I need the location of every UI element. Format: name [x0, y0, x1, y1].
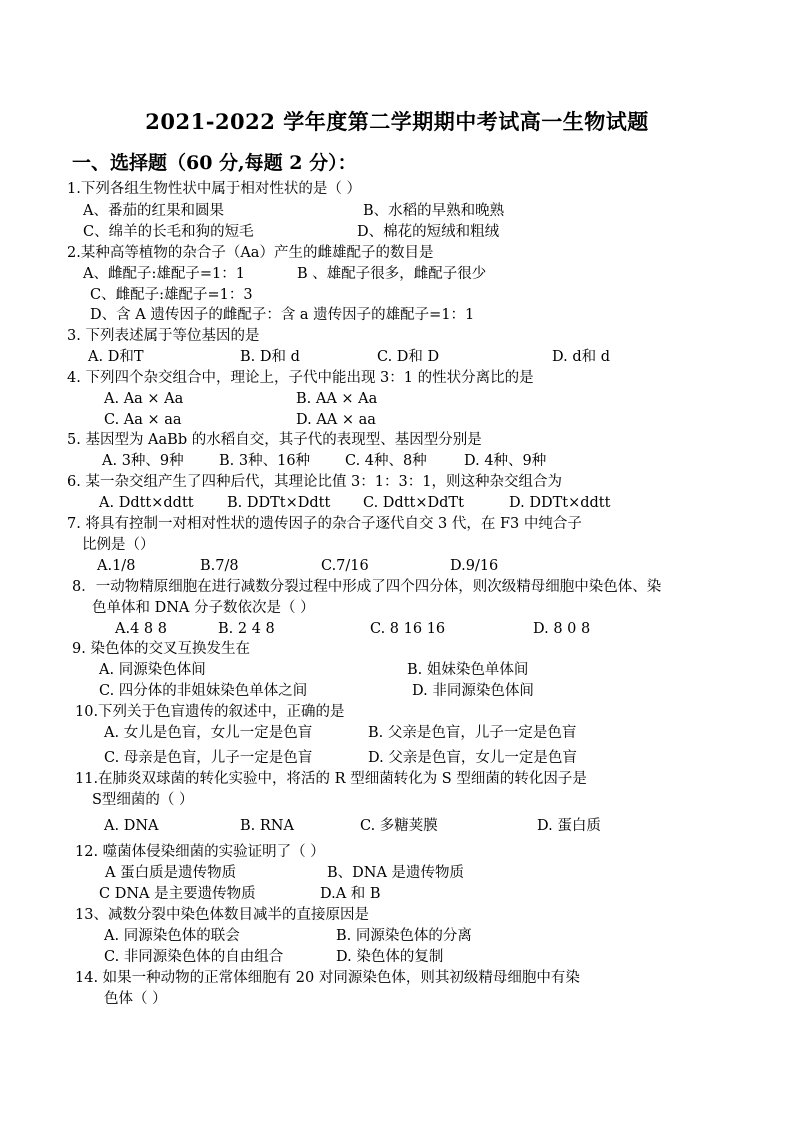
question-8-option-b: B. 2 4 8: [218, 621, 275, 637]
question-11-option-c: C. 多糖荚膜: [360, 818, 438, 834]
question-2-option-a: A、雌配子:雄配子=1：1: [83, 266, 245, 282]
question-5-option-a: A. 3种、9种: [102, 453, 184, 469]
question-8-option-c: C. 8 16 16: [370, 621, 446, 637]
question-12-option-b: B、DNA 是遗传物质: [327, 865, 465, 881]
question-4-option-c: C. Aa × aa: [104, 412, 182, 428]
question-7-option-d: D.9/16: [450, 558, 499, 574]
section-heading: 一、选择题（60 分,每题 2 分）：: [72, 152, 357, 174]
question-9-option-d: D. 非同源染色体间: [412, 683, 534, 699]
question-3-option-c: C. D和 D: [377, 349, 440, 365]
question-13-option-b: B. 同源染色体的分离: [336, 928, 472, 944]
question-12-stem: 12. 噬菌体侵染细菌的实验证明了（ ）: [75, 844, 325, 860]
question-5-option-b: B. 3种、16种: [219, 453, 311, 469]
question-10-stem: 10.下列关于色盲遗传的叙述中，正确的是: [75, 704, 345, 720]
question-6-stem: 6. 某一杂交组产生了四种后代，其理论比值 3：1：3：1，则这种杂交组合为: [67, 474, 562, 490]
question-13-option-c: C. 非同源染色体的自由组合: [104, 949, 284, 965]
question-4-option-a: A. Aa × Aa: [104, 391, 184, 407]
question-1-stem: 1.下列各组生物性状中属于相对性状的是（ ）: [67, 181, 361, 197]
question-6-option-b: B. DDTt×Ddtt: [227, 495, 331, 511]
question-11-option-d: D. 蛋白质: [537, 818, 601, 834]
question-1-option-a: A、番茄的红果和圆果: [83, 203, 224, 219]
question-9-option-c: C. 四分体的非姐妹染色单体之间: [99, 683, 308, 699]
question-10-option-c: C. 母亲是色盲，儿子一定是色盲: [104, 750, 313, 766]
question-11-option-a: A. DNA: [104, 818, 159, 834]
question-5-option-d: D. 4种、9种: [464, 453, 547, 469]
question-5-option-c: C. 4种、8种: [345, 453, 427, 469]
question-7-stem: 7. 将具有控制一对相对性状的遗传因子的杂合子逐代自交 3 代，在 F3 中纯合子: [67, 516, 582, 532]
question-7-option-b: B.7/8: [200, 558, 239, 574]
question-10-option-a: A. 女儿是色盲，女儿一定是色盲: [104, 725, 313, 741]
question-1-option-d: D、棉花的短绒和粗绒: [357, 224, 500, 240]
question-3-stem: 3. 下列表述属于等位基因的是: [67, 328, 260, 344]
question-11-option-b: B. RNA: [240, 818, 294, 834]
question-9-stem: 9. 染色体的交叉互换发生在: [72, 641, 250, 657]
question-9-option-a: A. 同源染色体间: [99, 662, 206, 678]
question-8-option-d: D. 8 0 8: [533, 621, 591, 637]
question-11-stem-continued: S型细菌的（ ）: [92, 792, 194, 808]
question-13-stem: 13、减数分裂中染色体数目减半的直接原因是: [75, 907, 369, 923]
question-4-option-b: B. AA × Aa: [296, 391, 378, 407]
question-2-stem: 2.某种高等植物的杂合子（Aa）产生的雌雄配子的数目是: [67, 245, 434, 261]
question-13-option-d: D. 染色体的复制: [336, 949, 444, 965]
question-5-stem: 5. 基因型为 AaBb 的水稻自交，其子代的表现型、基因型分别是: [67, 432, 482, 448]
question-10-option-d: D. 父亲是色盲，女儿一定是色盲: [368, 750, 577, 766]
question-12-option-c: C DNA 是主要遗传物质: [99, 886, 256, 902]
question-1-option-c: C、绵羊的长毛和狗的短毛: [83, 224, 254, 240]
question-4-stem: 4. 下列四个杂交组合中，理论上，子代中能出现 3：1 的性状分离比的是: [67, 370, 534, 386]
question-1-option-b: B、水稻的早熟和晚熟: [363, 203, 505, 219]
question-8-stem-continued: 色单体和 DNA 分子数依次是（ ）: [92, 600, 315, 616]
question-7-option-a: A.1/8: [97, 558, 136, 574]
question-2-option-b: B 、雄配子很多，雌配子很少: [297, 266, 487, 282]
question-12-option-a: A 蛋白质是遗传物质: [105, 865, 237, 881]
question-11-stem: 11.在肺炎双球菌的转化实验中，将活的 R 型细菌转化为 S 型细菌的转化因子是: [75, 771, 587, 787]
question-3-option-a: A. D和T: [88, 349, 144, 365]
question-3-option-d: D. d和 d: [552, 349, 610, 365]
question-7-option-c: C.7/16: [321, 558, 369, 574]
question-12-option-d: D.A 和 B: [320, 886, 381, 902]
question-6-option-d: D. DDTt×ddtt: [509, 495, 611, 511]
question-8-option-a: A.4 8 8: [115, 621, 167, 637]
question-8-stem: 8．一动物精原细胞在进行减数分裂过程中形成了四个四分体，则次级精母细胞中染色体、染: [72, 579, 662, 595]
question-7-stem-continued: 比例是（）: [82, 537, 155, 553]
question-6-option-c: C. Ddtt×DdTt: [363, 495, 464, 511]
question-9-option-b: B. 姐妹染色单体间: [407, 662, 529, 678]
question-13-option-a: A. 同源染色体的联会: [104, 928, 240, 944]
question-10-option-b: B. 父亲是色盲，儿子一定是色盲: [368, 725, 577, 741]
question-2-option-c: C、雌配子:雄配子=1：3: [90, 287, 253, 303]
question-2-option-d: D、含 A 遗传因子的雌配子：含 a 遗传因子的雄配子=1：1: [90, 307, 475, 323]
question-14-stem-continued: 色体（ ）: [104, 991, 167, 1007]
question-6-option-a: A. Ddtt×ddtt: [99, 495, 194, 511]
question-14-stem: 14. 如果一种动物的正常体细胞有 20 对同源染色体，则其初级精母细胞中有染: [75, 970, 580, 986]
question-4-option-d: D. AA × aa: [296, 412, 376, 428]
exam-title: 2021-2022 学年度第二学期期中考试高一生物试题: [145, 109, 649, 134]
question-3-option-b: B. D和 d: [240, 349, 300, 365]
